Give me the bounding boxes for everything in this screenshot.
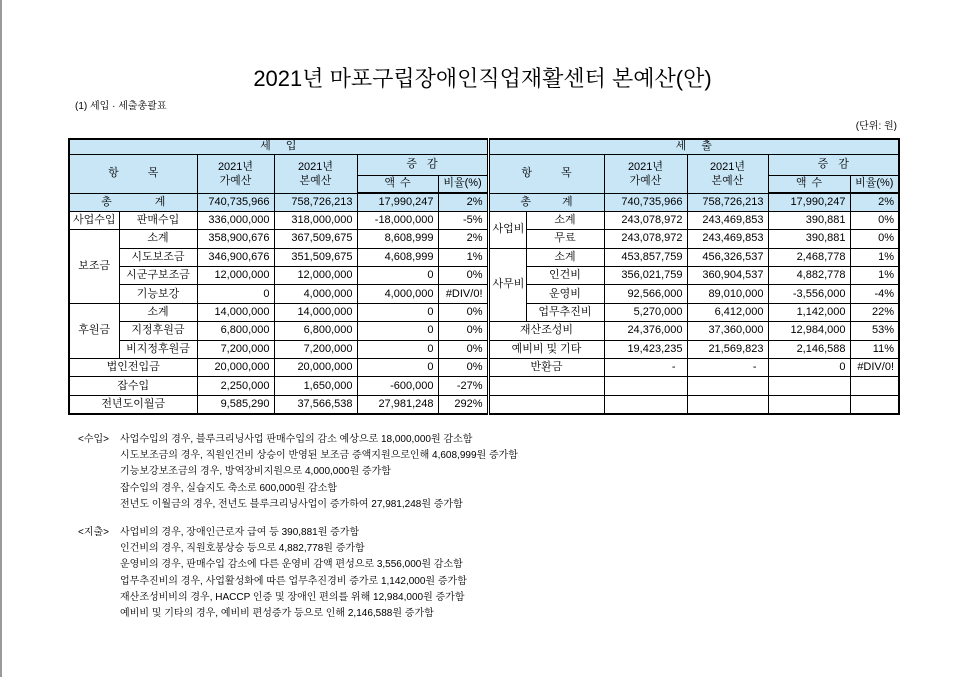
main-budget-cell: 6,412,000 (687, 303, 768, 321)
prev-budget-cell: 346,900,676 (197, 248, 274, 266)
main-budget-cell: 758,726,213 (687, 193, 768, 211)
income-single-label: 법인전입금 (69, 359, 197, 377)
main-budget-cell: 89,010,000 (687, 285, 768, 303)
main-budget-cell: 243,469,853 (687, 211, 768, 229)
change-rate-cell: 0% (850, 230, 899, 248)
note-line: 예비비 및 기타의 경우, 예비비 편성증가 등으로 인해 2,146,588원 증가함 (120, 608, 434, 620)
expense-prev-header (604, 154, 687, 193)
note-line: 인건비의 경우, 직원호봉상승 등으로 4,882,778원 증가함 (120, 543, 365, 555)
change-amount-cell: 390,881 (768, 230, 850, 248)
prev-budget-cell: 243,078,972 (604, 230, 687, 248)
expense-item-label: 업무추진비 (526, 303, 604, 321)
main-budget-cell: 7,200,000 (274, 340, 357, 358)
expense-item-header (488, 154, 604, 193)
empty-cell (604, 395, 687, 413)
expense-section-header (488, 139, 899, 154)
prev-year-label: 2021년 (627, 160, 664, 173)
change-rate-cell: 0% (438, 303, 488, 321)
change-rate-cell: 53% (850, 322, 899, 340)
expense-item-label: 인건비 (526, 267, 604, 285)
change-amount-cell: 17,990,247 (768, 193, 850, 211)
prev-budget-cell: 740,735,966 (197, 193, 274, 211)
table-row (69, 359, 899, 377)
table-row (69, 340, 899, 358)
amount-header-label: 액 수 (795, 177, 823, 190)
table-row (69, 303, 899, 321)
expense-single-label: 재산조성비 (488, 322, 604, 340)
total-label-text: 총 계 (520, 195, 573, 208)
income-section-label: 세 입 (260, 140, 297, 153)
prev-budget-cell: 9,585,290 (197, 395, 274, 413)
unit-label: (단위: 원) (855, 121, 897, 132)
empty-cell (768, 395, 850, 413)
change-amount-cell: 0 (768, 359, 850, 377)
income-section-header (69, 139, 488, 154)
curr-type-label: 본예산 (711, 174, 744, 187)
main-budget-cell: 12,000,000 (274, 267, 357, 285)
prev-budget-cell: 2,250,000 (197, 377, 274, 395)
empty-cell (488, 395, 604, 413)
change-rate-cell: 1% (850, 248, 899, 266)
curr-year-label: 2021년 (297, 160, 334, 173)
expense-notes (78, 525, 467, 622)
empty-cell (850, 395, 899, 413)
total-label-text: 총 계 (101, 195, 166, 208)
prev-budget-cell: 356,021,759 (604, 267, 687, 285)
empty-cell (768, 377, 850, 395)
change-amount-cell: 0 (357, 359, 438, 377)
change-rate-cell: 0% (438, 322, 488, 340)
income-rate-header: 비율(%) (438, 175, 488, 193)
empty-cell (604, 377, 687, 395)
income-item-header (69, 154, 197, 193)
change-rate-cell: #DIV/0! (850, 359, 899, 377)
note-line: 잡수입의 경우, 실습지도 축소로 600,000원 감소함 (120, 482, 338, 494)
expense-rate-header: 비율(%) (850, 175, 899, 193)
change-amount-cell: 0 (357, 267, 438, 285)
curr-year-label: 2021년 (709, 160, 746, 173)
expense-item-label: 운영비 (526, 285, 604, 303)
change-amount-cell: 27,981,248 (357, 395, 438, 413)
total-row (69, 193, 899, 211)
change-rate-cell: 0% (438, 359, 488, 377)
prev-budget-cell: 243,078,972 (604, 211, 687, 229)
table-row (69, 285, 899, 303)
note-line: 시도보조금의 경우, 직원인건비 상승이 반영된 보조금 증액지원으로인해 4,608,999원 증가함 (120, 450, 518, 462)
income-curr-header (274, 154, 357, 193)
change-rate-cell: 1% (850, 267, 899, 285)
change-amount-cell: 390,881 (768, 211, 850, 229)
prev-budget-cell: 19,423,235 (604, 340, 687, 358)
change-amount-cell: 2,468,778 (768, 248, 850, 266)
income-notes-tag: <수입> (78, 434, 109, 445)
main-budget-cell: 318,000,000 (274, 211, 357, 229)
change-rate-cell: -5% (438, 211, 488, 229)
change-rate-cell: 2% (850, 193, 899, 211)
change-amount-cell: 2,146,588 (768, 340, 850, 358)
change-amount-cell: 0 (357, 303, 438, 321)
change-amount-cell: 12,984,000 (768, 322, 850, 340)
main-budget-cell: 243,469,853 (687, 230, 768, 248)
change-amount-cell: -18,000,000 (357, 211, 438, 229)
change-rate-cell: 2% (438, 230, 488, 248)
main-budget-cell: - (687, 359, 768, 377)
prev-budget-cell: 14,000,000 (197, 303, 274, 321)
main-budget-cell: 1,650,000 (274, 377, 357, 395)
change-amount-cell: 0 (357, 322, 438, 340)
main-budget-cell: 21,569,823 (687, 340, 768, 358)
amount-header-label: 액 수 (384, 177, 411, 190)
curr-type-label: 본예산 (299, 174, 332, 187)
income-total-label (69, 193, 197, 211)
prev-type-label: 가예산 (219, 174, 252, 187)
prev-budget-cell: 453,857,759 (604, 248, 687, 266)
main-budget-cell: 758,726,213 (274, 193, 357, 211)
income-item-label: 지정후원금 (119, 322, 197, 340)
income-item-label: 시군구보조금 (119, 267, 197, 285)
note-line: 업무추진비의 경우, 사업활성화에 따른 업무추진경비 증가로 1,142,000원 증가함 (120, 575, 467, 587)
main-budget-cell: 360,904,537 (687, 267, 768, 285)
main-budget-cell: 14,000,000 (274, 303, 357, 321)
column-header-row (69, 154, 899, 175)
change-header-label: 증 감 (406, 158, 438, 170)
income-group-label: 후원금 (69, 303, 119, 358)
main-budget-cell: 456,326,537 (687, 248, 768, 266)
change-amount-cell: 4,608,999 (357, 248, 438, 266)
prev-year-label: 2021년 (217, 160, 254, 173)
note-line: 사업수입의 경우, 블루크리닝사업 판매수입의 감소 예상으로 18,000,000원 감소함 (120, 434, 473, 445)
prev-budget-cell: 7,200,000 (197, 340, 274, 358)
change-rate-cell: 0% (438, 267, 488, 285)
main-budget-cell: 37,360,000 (687, 322, 768, 340)
main-budget-cell: 367,509,675 (274, 230, 357, 248)
expense-section-label: 세 출 (675, 140, 712, 153)
change-rate-cell: 1% (438, 248, 488, 266)
income-change-header (357, 154, 488, 175)
income-item-label: 시도보조금 (119, 248, 197, 266)
expense-total-label (488, 193, 604, 211)
change-rate-cell: 0% (850, 211, 899, 229)
table-row (69, 211, 899, 229)
note-line: 사업비의 경우, 장애인근로자 급여 등 390,881원 증가함 (120, 527, 360, 538)
main-budget-cell: 20,000,000 (274, 359, 357, 377)
prev-budget-cell: 740,735,966 (604, 193, 687, 211)
prev-budget-cell: 24,376,000 (604, 322, 687, 340)
expense-single-label: 반환금 (488, 359, 604, 377)
change-amount-cell: -3,556,000 (768, 285, 850, 303)
expense-item-label: 소계 (526, 248, 604, 266)
main-budget-cell: 37,566,538 (274, 395, 357, 413)
change-amount-cell: 0 (357, 340, 438, 358)
section-subtitle: (1) 세입 · 세출총괄표 (75, 101, 167, 112)
expense-amount-header (768, 175, 850, 193)
income-item-label: 비지정후원금 (119, 340, 197, 358)
expense-single-label: 예비비 및 기타 (488, 340, 604, 358)
change-header-label: 증 감 (817, 158, 849, 170)
main-budget-cell: 6,800,000 (274, 322, 357, 340)
main-budget-cell: 351,509,675 (274, 248, 357, 266)
prev-budget-cell: - (604, 359, 687, 377)
change-amount-cell: -600,000 (357, 377, 438, 395)
change-rate-cell: 292% (438, 395, 488, 413)
expense-group-label: 사무비 (488, 248, 526, 322)
income-amount-header (357, 175, 438, 193)
income-single-label: 잡수입 (69, 377, 197, 395)
table-row (69, 377, 899, 395)
prev-budget-cell: 6,800,000 (197, 322, 274, 340)
income-single-label: 전년도이월금 (69, 395, 197, 413)
table-row (69, 230, 899, 248)
change-rate-cell: 0% (438, 340, 488, 358)
change-rate-cell: 11% (850, 340, 899, 358)
change-rate-cell: 2% (438, 193, 488, 211)
empty-cell (687, 377, 768, 395)
prev-budget-cell: 358,900,676 (197, 230, 274, 248)
prev-budget-cell: 92,566,000 (604, 285, 687, 303)
income-prev-header (197, 154, 274, 193)
note-line: 재산조성비비의 경우, HACCP 인증 및 장애인 편의를 위해 12,984,000원 증가함 (120, 591, 465, 603)
change-amount-cell: 8,608,999 (357, 230, 438, 248)
change-rate-cell: 22% (850, 303, 899, 321)
income-item-label: 판매수입 (119, 211, 197, 229)
empty-cell (488, 377, 604, 395)
item-header-label: 항 목 (521, 167, 572, 179)
expense-change-header (768, 154, 899, 175)
table-row (69, 395, 899, 413)
table-row (69, 322, 899, 340)
prev-type-label: 가예산 (629, 174, 662, 187)
expense-item-label: 무료 (526, 230, 604, 248)
income-notes (78, 432, 518, 513)
note-line: 운영비의 경우, 판매수입 감소에 다른 운영비 감액 편성으로 3,556,000원 감소함 (120, 559, 463, 571)
change-amount-cell: 4,882,778 (768, 267, 850, 285)
income-item-label: 기능보강 (119, 285, 197, 303)
prev-budget-cell: 20,000,000 (197, 359, 274, 377)
change-amount-cell: 4,000,000 (357, 285, 438, 303)
income-item-label: 소계 (119, 230, 197, 248)
income-group-label: 사업수입 (69, 211, 119, 229)
prev-budget-cell: 0 (197, 285, 274, 303)
empty-cell (687, 395, 768, 413)
table-row (69, 267, 899, 285)
expense-curr-header (687, 154, 768, 193)
change-rate-cell: #DIV/0! (438, 285, 488, 303)
expense-notes-tag: <지출> (78, 527, 109, 538)
income-item-label: 소계 (119, 303, 197, 321)
change-amount-cell: 17,990,247 (357, 193, 438, 211)
budget-summary-table (68, 138, 900, 415)
note-line: 기능보강보조금의 경우, 방역장비지원으로 4,000,000원 증가함 (120, 466, 391, 478)
change-rate-cell: -27% (438, 377, 488, 395)
item-header-label: 항 목 (108, 167, 159, 179)
prev-budget-cell: 12,000,000 (197, 267, 274, 285)
prev-budget-cell: 5,270,000 (604, 303, 687, 321)
income-group-label: 보조금 (69, 230, 119, 304)
section-header-row (69, 139, 899, 154)
change-rate-cell: -4% (850, 285, 899, 303)
empty-cell (850, 377, 899, 395)
expense-group-label: 사업비 (488, 211, 526, 248)
note-line: 전년도 이월금의 경우, 전년도 블루크리닝사업이 증가하여 27,981,248원 증가함 (120, 498, 463, 510)
change-amount-cell: 1,142,000 (768, 303, 850, 321)
expense-item-label: 소계 (526, 211, 604, 229)
table-row (69, 248, 899, 266)
page-title: 2021년 마포구립장애인직업재활센터 본예산(안) (253, 66, 712, 91)
prev-budget-cell: 336,000,000 (197, 211, 274, 229)
main-budget-cell: 4,000,000 (274, 285, 357, 303)
page-edge-line (0, 0, 2, 677)
